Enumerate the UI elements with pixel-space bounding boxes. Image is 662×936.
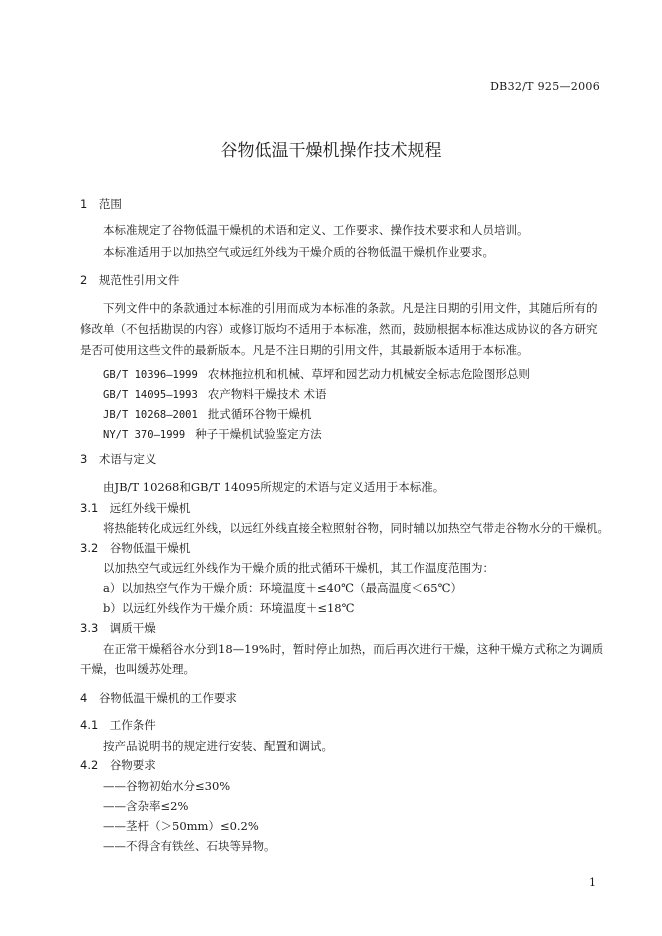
reference-name: 农产物料干燥技术 术语 [207,387,327,401]
section-3-1-text: 将热能转化成远红外线，以远红外线直接全粒照射谷物，同时辅以加热空气带走谷物水分的干燥机。 [103,521,609,535]
requirement-item: ——谷物初始水分≤30% [103,779,231,793]
section-3-3-heading: 3.3 调质干燥 [80,621,156,635]
requirement-item: ——不得含有铁丝、石块等异物。 [103,839,276,853]
reference-item [103,363,530,382]
page-number: 1 [589,876,596,889]
document-title: 谷物低温干燥机操作技术规程 [220,141,442,161]
section-4-heading: 4 谷物低温干燥机的工作要求 [80,691,237,705]
section-3-3-line-1: 在正常干燥稻谷水分到18—19%时，暂时停止加热，而后再次进行干燥，这种干燥方式称之为调质 [103,642,604,656]
section-4-2-heading: 4.2 谷物要求 [80,758,156,772]
reference-code: GB/T 10396—1999 [103,369,198,381]
section-3-1-heading: 3.1 远红外线干燥机 [80,501,191,515]
standard-number: DB32/T 925—2006 [490,80,600,93]
section-3-2-text: 以加热空气或远红外线作为干燥介质的批式循环干燥机，其工作温度范围为： [103,561,494,575]
requirement-item: ——含杂率≤2% [103,799,189,813]
reference-name: 种子干燥机试验鉴定方法 [195,427,322,441]
section-1-paragraph-2: 本标准适用于以加热空气或远红外线为干燥介质的谷物低温干燥机作业要求。 [103,245,494,259]
section-2-heading: 2 规范性引用文件 [80,273,180,287]
reference-code: NY/T 370—1999 [103,429,186,441]
section-4-1-heading: 4.1 工作条件 [80,718,156,732]
section-3-intro: 由JB/T 10268和GB/T 14095所规定的术语与定义适用于本标准。 [103,480,445,494]
reference-code: JB/T 10268—2001 [103,409,198,421]
section-2-paragraph-line-3: 是否可使用这些文件的最新版本。凡是不注日期的引用文件，其最新版本适用于本标准。 [80,343,529,357]
reference-item [103,423,322,442]
reference-name: 农林拖拉机和机械、草坪和园艺动力机械安全标志危险图形总则 [207,367,530,381]
section-2-paragraph-line-1: 下列文件中的条款通过本标准的引用而成为本标准的条款。凡是注日期的引用文件，其随后所有的 [103,301,598,315]
section-3-2-heading: 3.2 谷物低温干燥机 [80,541,191,555]
section-3-3-line-2: 干燥，也叫缓苏处理。 [80,662,195,676]
reference-name: 批式循环谷物干燥机 [207,407,312,421]
section-3-2-item-b: b）以远红外线作为干燥介质：环境温度＋≤18℃ [103,601,355,615]
requirement-item: ——茎杆（＞50mm）≤0.2% [103,819,259,833]
reference-code: GB/T 14095—1993 [103,389,198,401]
reference-item [103,383,326,402]
section-3-heading: 3 术语与定义 [80,452,157,466]
section-2-paragraph-line-2: 修改单（不包括勘误的内容）或修订版均不适用于本标准，然而，鼓励根据本标准达成协议的各方研究 [80,322,598,336]
section-3-2-item-a: a）以加热空气作为干燥介质：环境温度＋≤40℃（最高温度＜65℃） [103,581,462,595]
reference-item [103,403,311,422]
section-4-1-text: 按产品说明书的规定进行安装、配置和调试。 [103,739,333,753]
section-1-heading: 1 范围 [80,197,122,211]
section-1-paragraph-1: 本标准规定了谷物低温干燥机的术语和定义、工作要求、操作技术要求和人员培训。 [103,223,529,237]
